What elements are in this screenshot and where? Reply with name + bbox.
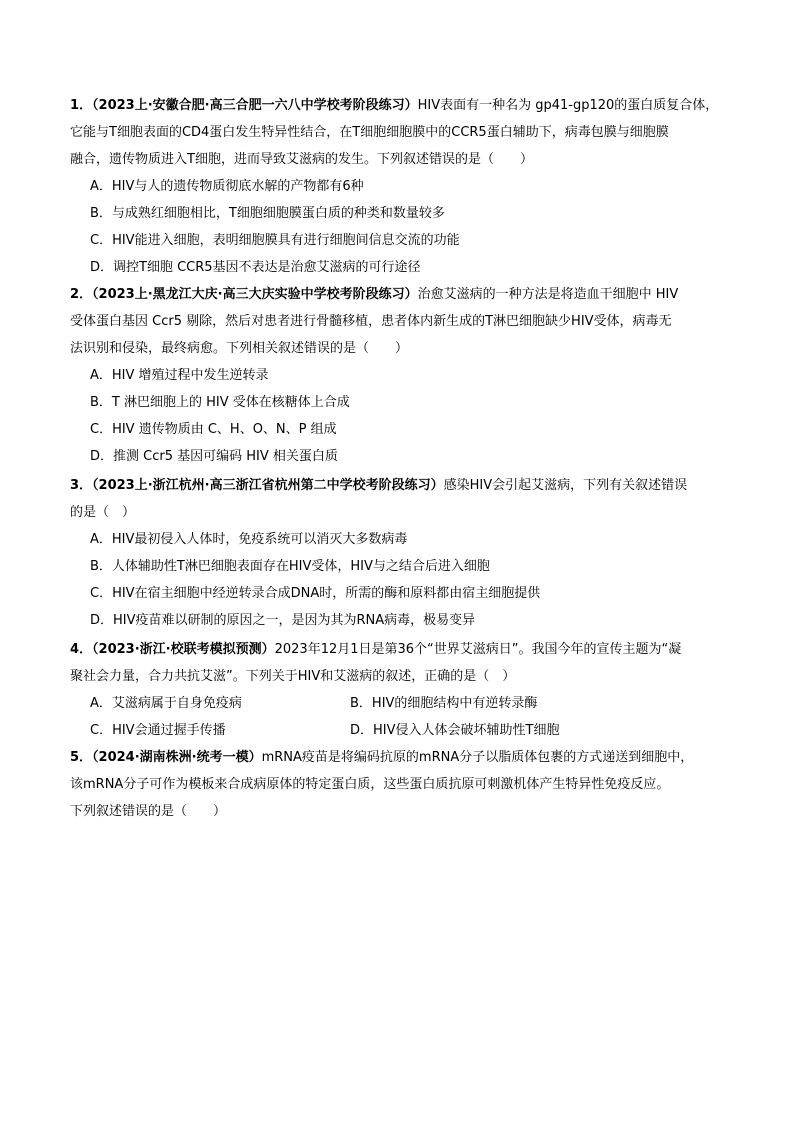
question-2-line-1 xyxy=(70,281,734,308)
question-4-option-a: A．艾滋病属于自身免疫病 xyxy=(90,696,242,711)
question-3-stem-2: 的是（ ） xyxy=(70,505,136,520)
question-2-source: （2023上·黑龙江大庆·高三大庆实验中学校考阶段练习） xyxy=(92,287,418,302)
question-1-option-a: A．HIV与人的遗传物质彻底水解的产物都有6种 xyxy=(90,179,364,194)
question-3-option-a: A．HIV最初侵入人体时，免疫系统可以消灭大多数病毒 xyxy=(90,532,408,547)
question-4-options-row-2 xyxy=(70,717,734,744)
question-3-source: （2023上·浙江杭州·高三浙江省杭州第二中学校考阶段练习） xyxy=(92,478,444,493)
question-4-stem-1: 2023年12月1日是第36个“世界艾滋病日”。我国今年的宣传主题为“凝 xyxy=(274,642,682,657)
question-1-stem-1: HIV表面有一种名为 gp41-gp120的蛋白质复合体， xyxy=(417,98,719,113)
question-4-option-c: C．HIV会通过握手传播 xyxy=(90,723,226,738)
question-4-source: （2023·浙江·校联考模拟预测） xyxy=(92,642,275,657)
question-3-option-c: C．HIV在宿主细胞中经逆转录合成DNA时，所需的酶和原料都由宿主细胞提供 xyxy=(90,586,541,601)
question-1-line-1 xyxy=(70,92,734,119)
question-1-option-d: D．调控T细胞 CCR5基因不表达是治愈艾滋病的可行途径 xyxy=(90,260,421,275)
question-3-line-1 xyxy=(70,472,734,499)
question-4-options-row-1 xyxy=(70,690,734,717)
question-2-number: 2． xyxy=(70,287,93,302)
question-4-option-b: B．HIV的细胞结构中有逆转录酶 xyxy=(350,696,538,711)
question-2-stem-3: 法识别和侵染，最终病愈。下列相关叙述错误的是（ ） xyxy=(70,341,409,356)
question-2-stem-1: 治愈艾滋病的一种方法是将造血干细胞中 HIV xyxy=(417,287,679,302)
question-5 xyxy=(70,744,734,825)
question-4-option-d: D．HIV侵入人体会破坏辅助性T细胞 xyxy=(350,723,560,738)
question-4 xyxy=(70,636,734,744)
question-3-option-b: B．人体辅助性T淋巴细胞表面存在HIV受体，HIV与之结合后进入细胞 xyxy=(90,559,490,574)
question-4-stem-2: 聚社会力量，合力共抗艾滋”。下列关于HIV和艾滋病的叙述，正确的是（ ） xyxy=(70,669,516,684)
question-1-source: （2023上·安徽合肥·高三合肥一六八中学校考阶段练习） xyxy=(92,98,418,113)
question-2-stem-2: 受体蛋白基因 Ccr5 剔除，然后对患者进行骨髓移植，患者体内新生成的T淋巴细胞缺少HIV受体，病毒无 xyxy=(70,314,672,329)
question-4-line-1 xyxy=(70,636,734,663)
question-1-number: 1． xyxy=(70,98,93,113)
question-1 xyxy=(70,92,734,281)
question-1-option-c: C．HIV能进入细胞，表明细胞膜具有进行细胞间信息交流的功能 xyxy=(90,233,460,248)
question-3-number: 3． xyxy=(70,478,93,493)
question-2-option-d: D．推测 Ccr5 基因可编码 HIV 相关蛋白质 xyxy=(90,449,338,464)
question-1-option-b: B．与成熟红细胞相比，T细胞细胞膜蛋白质的种类和数量较多 xyxy=(90,206,445,221)
question-3-option-d: D．HIV疫苗难以研制的原因之一，是因为其为RNA病毒，极易变异 xyxy=(90,613,476,628)
question-2-option-a: A．HIV 增殖过程中发生逆转录 xyxy=(90,368,269,383)
question-5-stem-2: 该mRNA分子可作为模板来合成病原体的特定蛋白质，这些蛋白质抗原可刺激机体产生特异性免疫反应。 xyxy=(70,777,670,792)
question-5-stem-3: 下列叙述错误的是（ ） xyxy=(70,804,227,819)
question-5-number: 5． xyxy=(70,750,93,765)
question-1-stem-3: 融合，遗传物质进入T细胞，进而导致艾滋病的发生。下列叙述错误的是（ ） xyxy=(70,152,533,167)
question-1-stem-2: 它能与T细胞表面的CD4蛋白发生特异性结合，在T细胞细胞膜中的CCR5蛋白辅助下，病毒包膜与细胞膜 xyxy=(70,125,669,140)
question-2 xyxy=(70,281,734,470)
question-3 xyxy=(70,472,734,634)
question-2-option-c: C．HIV 遗传物质由 C、H、O、N、P 组成 xyxy=(90,422,337,437)
question-2-option-b: B．T 淋巴细胞上的 HIV 受体在核糖体上合成 xyxy=(90,395,350,410)
question-5-source: （2024·湖南株洲·统考一模） xyxy=(92,750,262,765)
question-5-line-1 xyxy=(70,744,734,771)
question-4-number: 4． xyxy=(70,642,93,657)
question-3-stem-1: 感染HIV会引起艾滋病，下列有关叙述错误 xyxy=(443,478,688,493)
question-5-stem-1: mRNA疫苗是将编码抗原的mRNA分子以脂质体包裹的方式递送到细胞中， xyxy=(261,750,694,765)
